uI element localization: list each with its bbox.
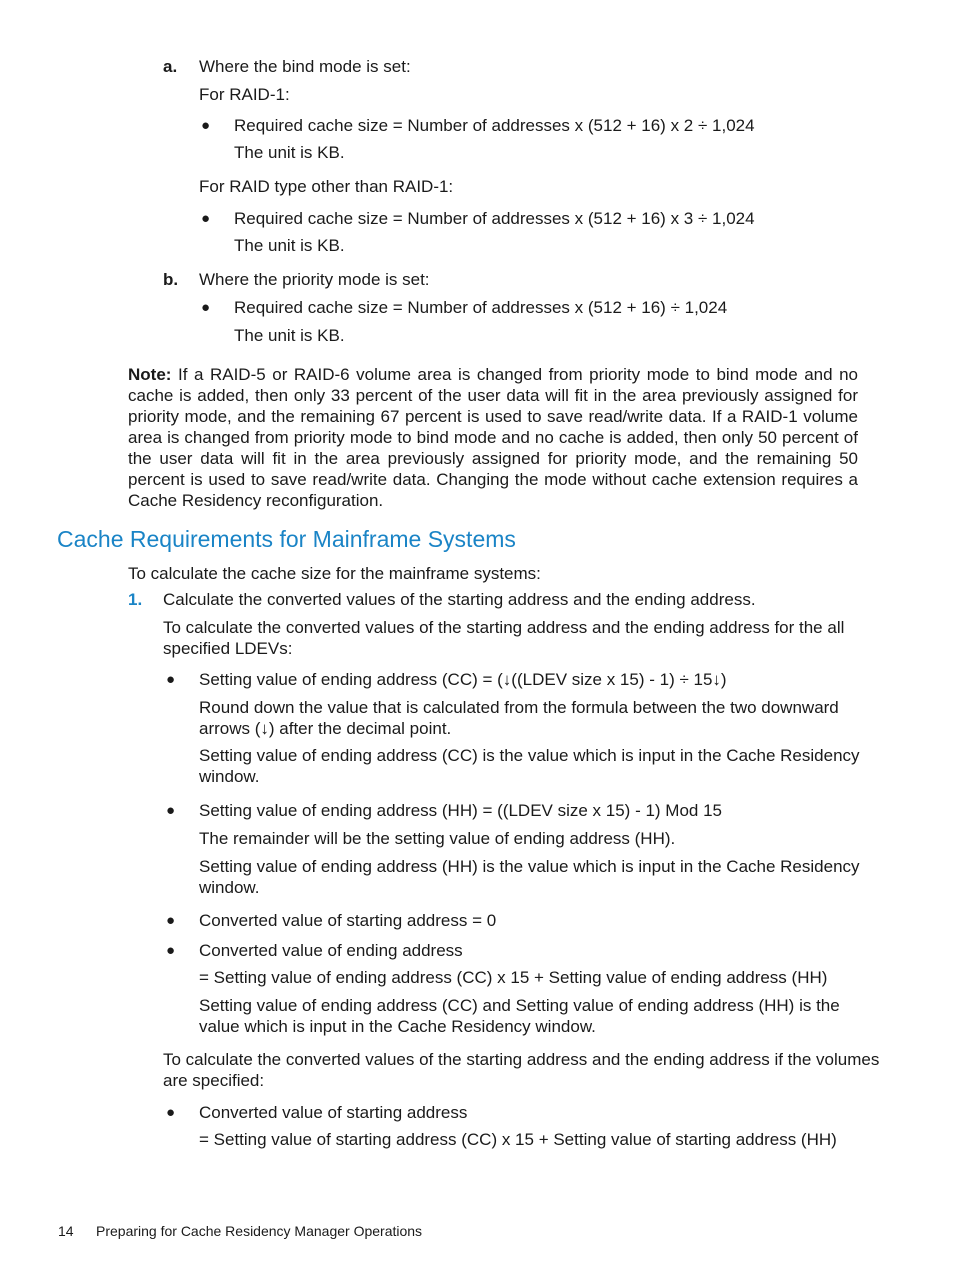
footer-section-title: Preparing for Cache Residency Manager Operations <box>96 1223 423 1239</box>
volumes-intro-line1: To calculate the converted values of the starting address and the ending address if the volumes <box>163 1050 880 1069</box>
end-address-note-line1: Setting value of ending address (CC) and Setting value of ending address (HH) is the <box>199 996 840 1015</box>
priority-unit: The unit is KB. <box>234 326 345 345</box>
bullet-icon: ● <box>201 117 211 134</box>
bullet-icon: ● <box>166 671 176 688</box>
mainframe-intro: To calculate the cache size for the mainframe systems: <box>128 564 541 583</box>
hh-note1: The remainder will be the setting value of ending address (HH). <box>199 829 676 848</box>
step-1-title: Calculate the converted values of the starting address and the ending address. <box>163 590 756 609</box>
end-address-formula: = Setting value of ending address (CC) x 15 + Setting value of ending address (HH) <box>199 968 828 987</box>
bullet-icon: ● <box>166 912 176 929</box>
cc-note2-line1: Setting value of ending address (CC) is the value which is input in the Cache Residency <box>199 746 860 765</box>
step-a-title: Where the bind mode is set: <box>199 57 411 76</box>
bullet-icon: ● <box>201 299 211 316</box>
hh-formula: Setting value of ending address (HH) = ((LDEV size x 15) - 1) Mod 15 <box>199 801 722 820</box>
cc-note1-line2: arrows (↓) after the decimal point. <box>199 719 452 738</box>
start-address-label: Converted value of starting address <box>199 1103 468 1122</box>
hh-note2-line1: Setting value of ending address (HH) is the value which is input in the Cache Residency <box>199 857 860 876</box>
bullet-icon: ● <box>166 942 176 959</box>
step-1-number: 1. <box>128 590 143 609</box>
note-label: Note: <box>128 365 172 384</box>
start-address-formula: = Setting value of starting address (CC) x 15 + Setting value of starting address (HH) <box>199 1130 837 1149</box>
hh-note2-line2: window. <box>199 878 260 897</box>
end-address-label: Converted value of ending address <box>199 941 463 960</box>
ldevs-intro-line1: To calculate the converted values of the starting address and the ending address for the all <box>163 618 845 637</box>
raid1-unit: The unit is KB. <box>234 143 345 162</box>
bullet-icon: ● <box>201 210 211 227</box>
other-raid-intro: For RAID type other than RAID-1: <box>199 177 454 196</box>
bullet-icon: ● <box>166 1104 176 1121</box>
bullet-icon: ● <box>166 802 176 819</box>
volumes-intro-line2: are specified: <box>163 1071 265 1090</box>
other-raid-unit: The unit is KB. <box>234 236 345 255</box>
note-paragraph <box>128 364 858 511</box>
start-address-zero: Converted value of starting address = 0 <box>199 911 497 930</box>
raid1-intro: For RAID-1: <box>199 85 290 104</box>
raid1-formula: Required cache size = Number of addresses x (512 + 16) x 2 ÷ 1,024 <box>234 116 755 135</box>
other-raid-formula: Required cache size = Number of addresses x (512 + 16) x 3 ÷ 1,024 <box>234 209 755 228</box>
cc-note2-line2: window. <box>199 767 260 786</box>
cc-formula: Setting value of ending address (CC) = (↓((LDEV size x 15) - 1) ÷ 15↓) <box>199 670 727 689</box>
step-b-title: Where the priority mode is set: <box>199 270 430 289</box>
step-b-label: b. <box>163 270 179 289</box>
end-address-note-line2: value which is input in the Cache Residency window. <box>199 1017 596 1036</box>
priority-formula: Required cache size = Number of addresses x (512 + 16) ÷ 1,024 <box>234 298 728 317</box>
cc-note1-line1: Round down the value that is calculated from the formula between the two downward <box>199 698 839 717</box>
section-heading: Cache Requirements for Mainframe Systems <box>57 526 516 552</box>
step-a-label: a. <box>163 57 178 76</box>
ldevs-intro-line2: specified LDEVs: <box>163 639 293 658</box>
page-number: 14 <box>58 1223 74 1239</box>
note-text: If a RAID-5 or RAID-6 volume area is changed from priority mode to bind mode and no cache is added, then only 33 percent of the user data will fit in the area previously assigned for priority mode, and the remaining 67 percent is used to save read/write data. If a RAID-1 volume area is changed from priority mode to bind mode and no cache is added, then only 50 percent of the user data will fit in the area previously assigned for priority mode, and the remaining 50 percent is used to save read/write data. Changing the mode without cache extension requires a Cache Residency reconfiguration. <box>128 365 859 510</box>
